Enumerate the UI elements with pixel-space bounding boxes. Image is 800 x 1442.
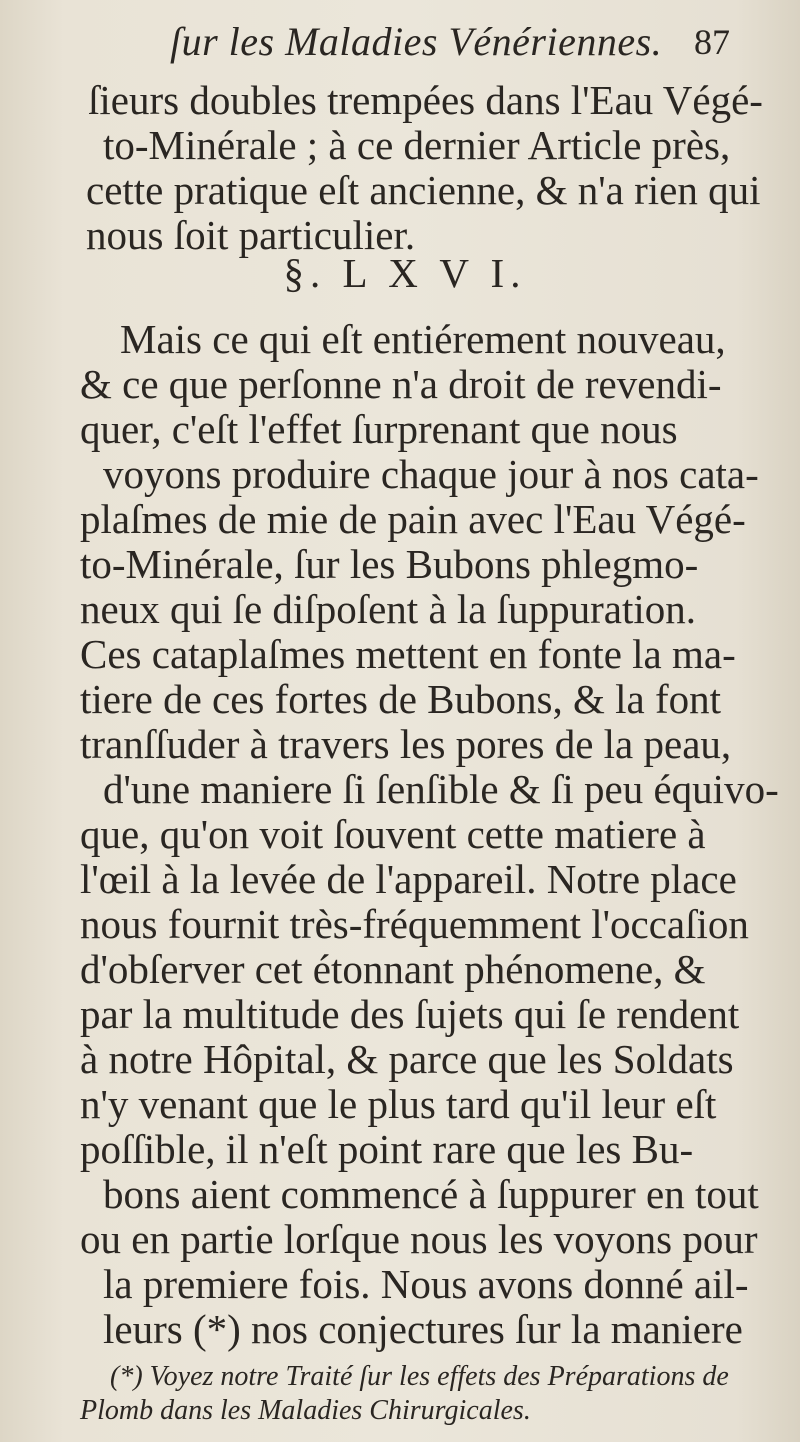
text-line: d'une maniere ſi ſenſible & ſi peu équivo- bbox=[103, 766, 779, 812]
text-line: poſſible, il n'eſt point rare que les Bu- bbox=[80, 1126, 694, 1172]
text-line: & ce que perſonne n'a droit de revendi- bbox=[80, 361, 722, 407]
text-line: cette pratique eſt ancienne, & n'a rien qui bbox=[86, 167, 761, 213]
footnote-line: Plomb dans les Maladies Chirurgicales. bbox=[80, 1395, 531, 1426]
text-line: à notre Hôpital, & parce que les Soldats bbox=[80, 1036, 734, 1082]
text-line: d'obſerver cet étonnant phénomene, & bbox=[80, 946, 706, 992]
text-line: ou en partie lorſque nous les voyons pour bbox=[80, 1216, 758, 1262]
text-line: quer, c'eſt l'effet ſurprenant que nous bbox=[80, 406, 678, 452]
text-line: voyons produire chaque jour à nos cata- bbox=[103, 451, 759, 497]
text-line: ſieurs doubles trempées dans l'Eau Végé- bbox=[88, 77, 763, 123]
text-line: to-Minérale, ſur les Bubons phlegmo- bbox=[80, 541, 699, 587]
section-heading: §. L X V I. bbox=[283, 250, 527, 296]
text-line: to-Minérale ; à ce dernier Article près, bbox=[103, 122, 731, 168]
text-line: l'œil à la levée de l'appareil. Notre place bbox=[80, 856, 737, 902]
text-line: plaſmes de mie de pain avec l'Eau Végé- bbox=[80, 496, 746, 542]
text-line: nous ſoit particulier. bbox=[86, 212, 416, 258]
text-line: la premiere fois. Nous avons donné ail- bbox=[103, 1261, 749, 1307]
page-header bbox=[170, 16, 730, 68]
footnote-line: (*) Voyez notre Traité ſur les effets des Préparations de bbox=[110, 1361, 729, 1392]
page-number: 87 bbox=[694, 22, 730, 62]
text-line: par la multitude des ſujets qui ſe rendent bbox=[80, 991, 740, 1037]
running-head: ſur les Maladies Vénériennes. bbox=[170, 19, 663, 64]
text-line: Ces cataplaſmes mettent en fonte la ma- bbox=[80, 631, 736, 677]
text-line: n'y venant que le plus tard qu'il leur eſt bbox=[80, 1081, 717, 1127]
text-line: bons aient commencé à ſuppurer en tout bbox=[103, 1171, 759, 1217]
text-line: nous fournit très-fréquemment l'occaſion bbox=[80, 901, 749, 947]
text-line: leurs (*) nos conjectures ſur la maniere bbox=[103, 1306, 743, 1352]
text-line: Mais ce qui eſt entiérement nouveau, bbox=[120, 316, 726, 362]
text-line: tiere de ces fortes de Bubons, & la font bbox=[80, 676, 722, 722]
text-line: neux qui ſe diſpoſent à la ſuppuration. bbox=[80, 586, 697, 632]
text-line: tranſſuder à travers les pores de la peau, bbox=[80, 721, 732, 767]
text-line: que, qu'on voit ſouvent cette matiere à bbox=[80, 811, 706, 857]
